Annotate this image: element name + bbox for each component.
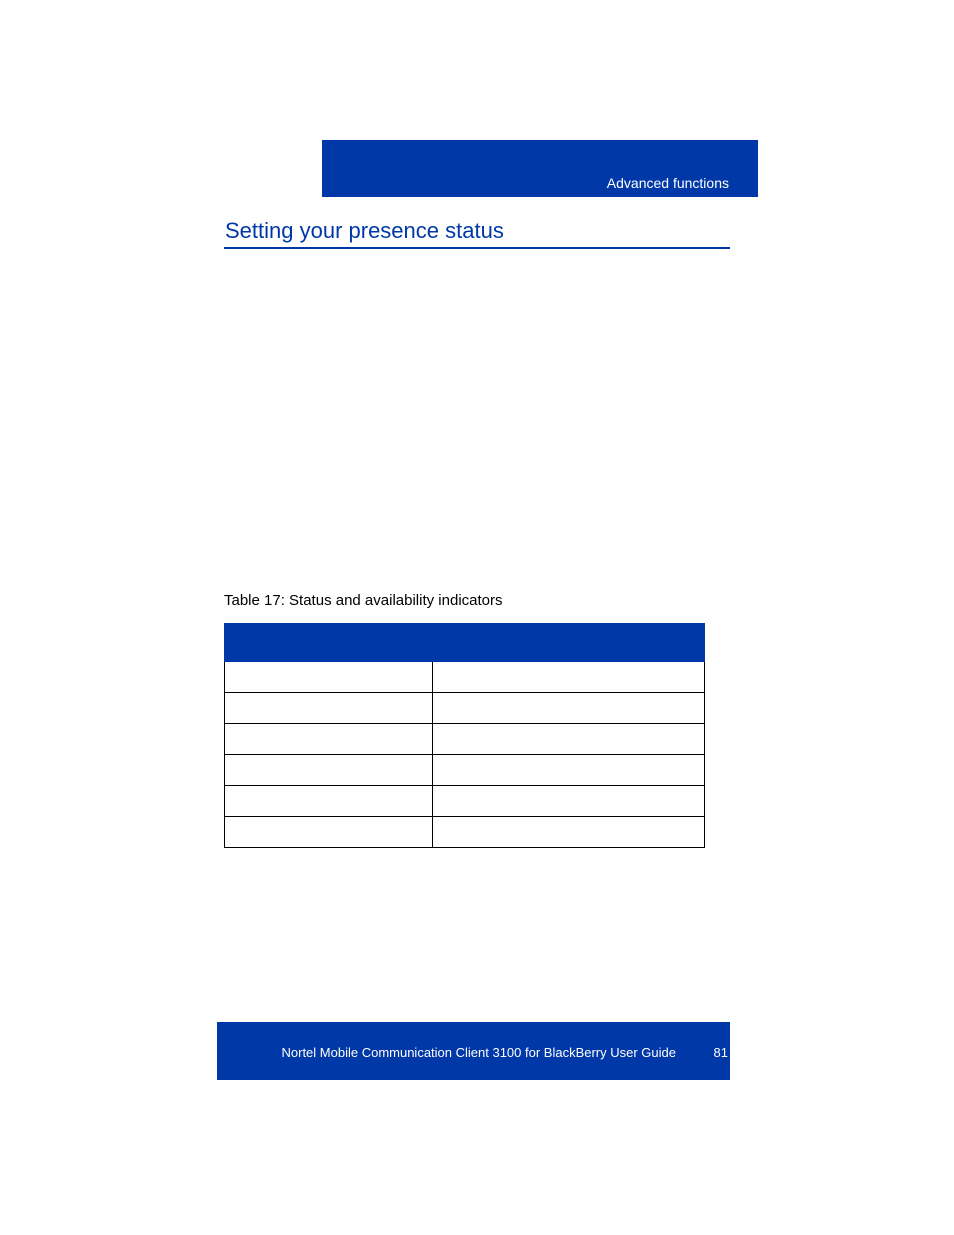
table-cell bbox=[225, 817, 433, 848]
table-row bbox=[225, 724, 705, 755]
status-table bbox=[224, 623, 705, 848]
header-band bbox=[322, 140, 758, 197]
table-row bbox=[225, 786, 705, 817]
table-cell bbox=[433, 724, 705, 755]
page-number: 81 bbox=[713, 1045, 728, 1060]
table-cell bbox=[225, 693, 433, 724]
column-header-description bbox=[433, 624, 705, 662]
page-title: Setting your presence status bbox=[224, 216, 730, 249]
table-cell bbox=[433, 693, 705, 724]
table-cell bbox=[225, 786, 433, 817]
section-label: Advanced functions bbox=[606, 175, 729, 191]
table-row bbox=[225, 693, 705, 724]
table-cell bbox=[433, 755, 705, 786]
table-cell bbox=[433, 662, 705, 693]
table-row bbox=[225, 755, 705, 786]
table-header-row bbox=[225, 624, 705, 662]
column-header-status bbox=[225, 624, 433, 662]
table-row bbox=[225, 662, 705, 693]
table-cell bbox=[225, 755, 433, 786]
footer-guide-title: Nortel Mobile Communication Client 3100 for BlackBerry User Guide bbox=[281, 1045, 676, 1060]
table-caption: Table 17: Status and availability indicators bbox=[224, 592, 503, 609]
footer-band bbox=[217, 1022, 730, 1080]
table-cell bbox=[225, 662, 433, 693]
table-cell bbox=[225, 724, 433, 755]
table-cell bbox=[433, 817, 705, 848]
table-row bbox=[225, 817, 705, 848]
table-cell bbox=[433, 786, 705, 817]
